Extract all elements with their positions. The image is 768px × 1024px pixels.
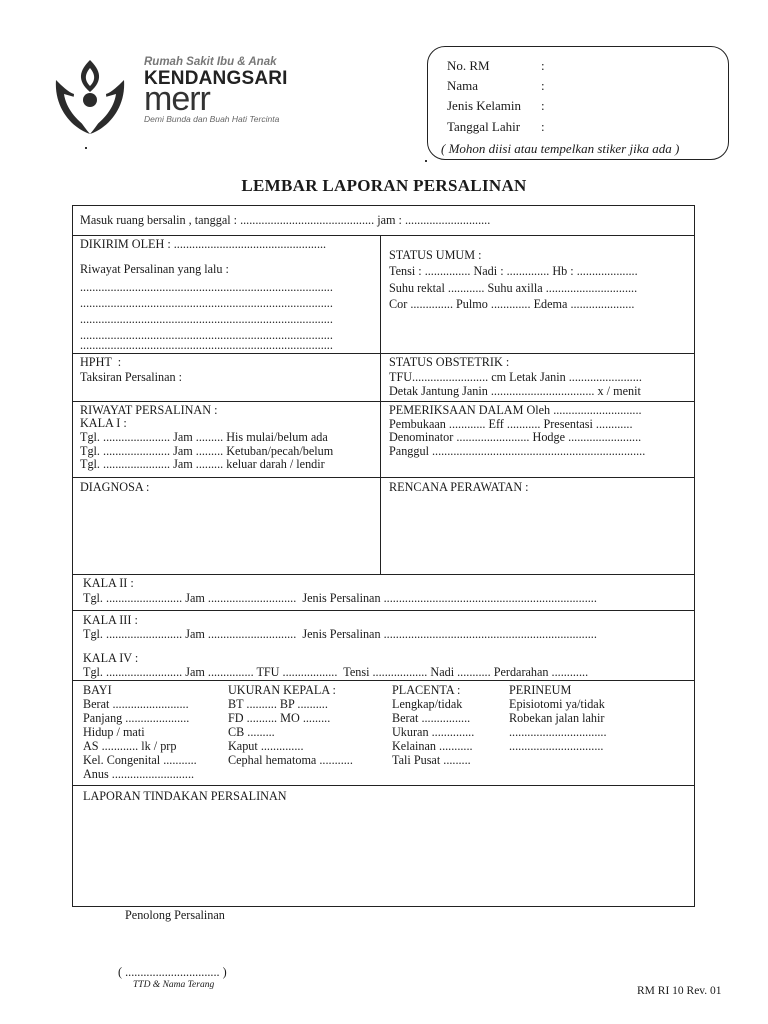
lotus-hands-icon: [52, 58, 128, 136]
colon-jenis-kelamin: :: [541, 98, 545, 113]
logo: [52, 58, 302, 138]
diagnosa-label: DIAGNOSA :: [80, 480, 150, 494]
dotted-line: ...................................................................................: [80, 312, 333, 326]
label-tanggal-lahir: Tanggal Lahir: [447, 119, 521, 134]
laporan-tindakan-label: LAPORAN TINDAKAN PERSALINAN: [83, 789, 287, 803]
kala-1-line: Tgl. ...................... Jam ......... His mulai/belum ada: [80, 430, 328, 444]
label-nama: Nama: [447, 78, 479, 93]
dotted-line: ...................................................................................: [80, 296, 333, 310]
dot-mark: [425, 160, 427, 162]
status-umum-line: Suhu rektal ............ Suhu axilla ..............................: [389, 281, 638, 295]
status-obstetrik-line: TFU......................... cm Letak Janin ........................: [389, 370, 642, 384]
form-code: RM RI 10 Rev. 01: [637, 985, 722, 997]
kala-1-heading: KALA I :: [80, 416, 127, 430]
colon-nama: :: [541, 78, 545, 93]
riwayat-persalinan-heading: RIWAYAT PERSALINAN :: [80, 403, 218, 417]
kala-3-heading: KALA III :: [83, 613, 138, 627]
bayi-heading: BAYI: [83, 683, 112, 697]
kala-1-line: Tgl. ...................... Jam ......... keluar darah / lendir: [80, 457, 325, 471]
status-obstetrik-line: Detak Jantung Janin .................................. x / menit: [389, 384, 641, 398]
dotted-line: ...................................................................................: [80, 280, 333, 294]
pemeriksaan-line: Panggul ......................................................................: [389, 444, 646, 458]
perineum-line: Episiotomi ya/tidak: [509, 697, 605, 711]
divider: [72, 785, 695, 786]
penolong-persalinan-label: Penolong Persalinan: [125, 908, 225, 922]
taksiran-persalinan: Taksiran Persalinan :: [80, 370, 183, 384]
rencana-perawatan-label: RENCANA PERAWATAN :: [389, 480, 529, 494]
label-jenis-kelamin: Jenis Kelamin: [447, 98, 522, 113]
divider: [72, 235, 695, 236]
bayi-line: Kel. Congenital ...........: [83, 753, 197, 767]
placenta-line: Tali Pusat .........: [392, 753, 471, 767]
divider: [72, 610, 695, 611]
status-obstetrik-heading: STATUS OBSTETRIK :: [389, 355, 510, 369]
logo-tagline: Rumah Sakit Ibu & Anak: [144, 56, 277, 68]
logo-wordmark: merr: [144, 80, 210, 118]
kala-3-line: Tgl. ......................... Jam ............................. Jenis Persalinan ......................................................................: [83, 627, 597, 641]
hpht-label: HPHT :: [80, 355, 122, 369]
perineum-line: Robekan jalan lahir: [509, 711, 605, 725]
status-umum-line: Tensi : ............... Nadi : .............. Hb : ....................: [389, 264, 638, 278]
ukuran-kepala-line: Cephal hematoma ...........: [228, 753, 353, 767]
riwayat-lalu-label: Riwayat Persalinan yang lalu :: [80, 262, 229, 276]
divider: [72, 574, 695, 575]
logo-slogan: Demi Bunda dan Buah Hati Tercinta: [144, 114, 280, 124]
ukuran-kepala-line: BT .......... BP ..........: [228, 697, 328, 711]
bayi-line: AS ............ lk / prp: [83, 739, 177, 753]
placenta-line: Berat ................: [392, 711, 471, 725]
column-divider: [380, 235, 381, 574]
bayi-line: Panjang .....................: [83, 711, 190, 725]
kala-4-heading: KALA IV :: [83, 651, 139, 665]
dot-mark: [85, 147, 87, 149]
placenta-line: Kelainan ...........: [392, 739, 473, 753]
placenta-heading: PLACENTA :: [392, 683, 461, 697]
dotted-line: ...................................................................................: [80, 338, 333, 352]
placenta-line: Ukuran ..............: [392, 725, 475, 739]
pemeriksaan-line: Denominator ........................ Hodge ........................: [389, 430, 642, 444]
colon-tanggal-lahir: :: [541, 119, 545, 134]
status-umum-heading: STATUS UMUM :: [389, 248, 482, 262]
perineum-heading: PERINEUM: [509, 683, 572, 697]
divider: [72, 353, 695, 354]
perineum-line: ...............................: [509, 739, 604, 753]
signature-line: ( ............................... ): [118, 965, 227, 979]
ukuran-kepala-line: CB .........: [228, 725, 275, 739]
pemeriksaan-dalam-heading: PEMERIKSAAN DALAM Oleh .............................: [389, 403, 642, 417]
status-umum-line: Cor .............. Pulmo ............. Edema .....................: [389, 297, 635, 311]
dotted-line: ...................................................................................: [80, 328, 333, 342]
divider: [72, 477, 695, 478]
colon-no-rm: :: [541, 58, 545, 73]
bayi-line: Berat .........................: [83, 697, 189, 711]
bayi-line: Anus ...........................: [83, 767, 195, 781]
ttd-nama-terang: TTD & Nama Terang: [133, 980, 215, 990]
ukuran-kepala-line: FD .......... MO .........: [228, 711, 331, 725]
dikirim-oleh: DIKIRIM OLEH : ..................................................: [80, 237, 327, 251]
bayi-line: Hidup / mati: [83, 725, 145, 739]
logo-name: KENDANGSARI: [144, 68, 288, 89]
kala-1-line: Tgl. ...................... Jam ......... Ketuban/pecah/belum: [80, 444, 334, 458]
ukuran-kepala-line: Kaput ..............: [228, 739, 304, 753]
masuk-ruang-bersalin: Masuk ruang bersalin , tanggal : ............................................ jam : ............................: [80, 213, 491, 227]
ukuran-kepala-heading: UKURAN KEPALA :: [228, 683, 336, 697]
divider: [72, 680, 695, 681]
perineum-line: ................................: [509, 725, 607, 739]
pemeriksaan-line: Pembukaan ............ Eff ........... Presentasi ............: [389, 417, 633, 431]
sticker-note: ( Mohon diisi atau tempelkan stiker jika ada ): [441, 141, 680, 156]
divider: [72, 401, 695, 402]
page-title: LEMBAR LAPORAN PERSALINAN: [241, 176, 527, 195]
kala-2-line: Tgl. ......................... Jam ............................. Jenis Persalinan ......................................................................: [83, 591, 597, 605]
label-no-rm: No. RM: [447, 58, 490, 73]
placenta-line: Lengkap/tidak: [392, 697, 463, 711]
kala-4-line: Tgl. ......................... Jam ............... TFU .................. Tensi .................. Nadi ........... Perdarahan ............: [83, 665, 589, 679]
kala-2-heading: KALA II :: [83, 576, 134, 590]
